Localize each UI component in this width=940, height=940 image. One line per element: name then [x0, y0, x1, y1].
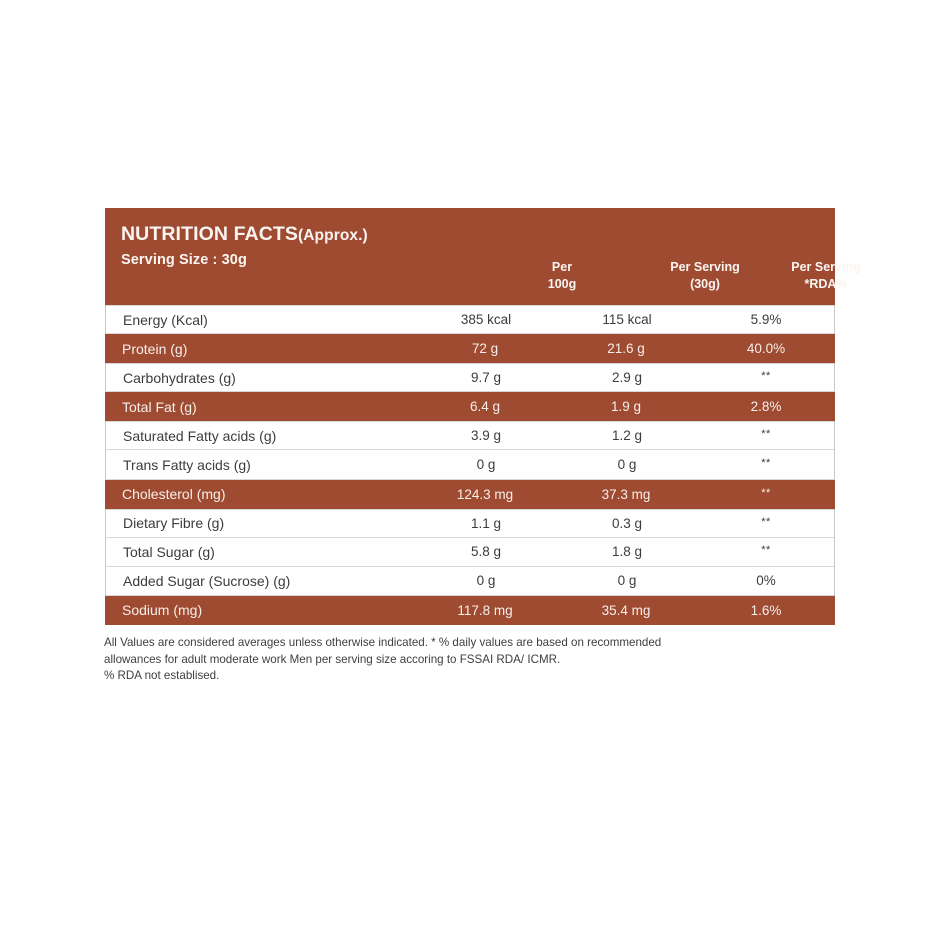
table-row [105, 480, 835, 509]
serving-size-label: Serving Size : 30g [121, 252, 247, 268]
value-rda: 1.6% [750, 602, 782, 618]
table-row [105, 305, 835, 334]
value-per-100g: 0 g [476, 457, 496, 473]
rda-not-established-marker: ** [761, 486, 771, 499]
value-per-serving: 0 g [617, 573, 637, 589]
value-per-100g: 5.8 g [470, 544, 502, 560]
value-per-serving: 37.3 mg [601, 486, 651, 502]
nutrient-label: Saturated Fatty acids (g) [123, 427, 277, 444]
rda-not-established-marker: ** [761, 457, 771, 470]
rda-not-established-marker: ** [761, 370, 771, 383]
value-rda: 2.8% [750, 399, 782, 415]
column-header-per-100g-line1: Per [551, 260, 573, 274]
value-per-serving: 1.8 g [611, 544, 643, 560]
table-row [105, 421, 835, 450]
column-header-per-serving-line1: Per Serving [670, 260, 740, 274]
table-row [105, 450, 835, 479]
value-per-serving: 1.9 g [610, 399, 642, 415]
table-row [105, 509, 835, 538]
nutrient-label: Total Fat (g) [122, 398, 197, 415]
value-rda: 0% [756, 573, 776, 589]
value-per-serving: 21.6 g [607, 341, 645, 357]
value-per-serving: 2.9 g [611, 370, 643, 386]
footnote-line-3: % RDA not establised. [104, 669, 220, 683]
footnote-line-1: All Values are considered averages unless otherwise indicated. * % daily values are based on recommended [104, 636, 662, 649]
value-per-100g: 1.1 g [470, 515, 502, 531]
nutrition-facts-header [105, 208, 861, 305]
footnote-line-2: allowances for adult moderate work Men per serving size accoring to FSSAI RDA/ ICMR. [104, 652, 561, 666]
value-per-100g: 0 g [476, 573, 496, 589]
nutrient-label: Trans Fatty acids (g) [123, 456, 251, 473]
value-rda [698, 516, 834, 531]
nutrient-label: Total Sugar (g) [123, 543, 215, 560]
value-per-serving: 0 g [617, 457, 637, 473]
rda-not-established-marker: ** [761, 544, 771, 557]
value-per-100g: 3.9 g [470, 428, 502, 444]
title-main-text: NUTRITION FACTS [121, 223, 298, 245]
table-row [105, 392, 835, 421]
nutrient-label: Sodium (mg) [122, 602, 203, 619]
rda-not-established-marker: ** [761, 428, 771, 441]
page-title [121, 223, 368, 246]
nutrient-label: Cholesterol (mg) [122, 486, 226, 503]
value-per-100g: 385 kcal [460, 312, 512, 328]
value-per-serving: 0.3 g [611, 515, 643, 531]
column-header-rda [676, 259, 940, 293]
value-per-serving: 1.2 g [611, 428, 643, 444]
nutrition-table [105, 305, 835, 625]
value-per-serving: 35.4 mg [601, 602, 651, 618]
title-approx-text: (Approx.) [298, 227, 368, 244]
table-row [105, 538, 835, 567]
nutrient-label: Protein (g) [122, 340, 188, 357]
value-per-100g: 124.3 mg [456, 486, 514, 502]
column-header-rda-line1: Per Serving [791, 260, 861, 274]
value-rda: 5.9% [750, 312, 782, 328]
value-per-100g: 6.4 g [469, 399, 501, 415]
table-row [105, 334, 835, 363]
column-header-per-serving-line2: (30g) [690, 277, 720, 291]
value-rda [698, 457, 834, 472]
column-header-per-100g-line2: 100g [547, 277, 577, 291]
nutrient-label: Carbohydrates (g) [123, 369, 236, 386]
value-rda [698, 428, 834, 443]
table-row [105, 596, 835, 625]
value-rda [698, 370, 834, 385]
nutrient-label: Dietary Fibre (g) [123, 515, 225, 532]
table-row [105, 363, 835, 392]
rda-not-established-marker: ** [761, 515, 771, 528]
column-header-rda-line2: *RDA% [804, 277, 848, 291]
value-per-100g: 117.8 mg [457, 602, 513, 618]
value-rda [698, 544, 834, 559]
nutrient-label: Added Sugar (Sucrose) (g) [123, 572, 291, 589]
table-row [105, 567, 835, 596]
nutrition-facts-panel [105, 208, 861, 625]
value-per-100g: 9.7 g [470, 370, 502, 386]
column-header-per-100g [487, 259, 637, 293]
footnote [104, 635, 804, 685]
value-rda: 40.0% [746, 341, 786, 357]
nutrient-label: Energy (Kcal) [123, 311, 208, 328]
value-per-serving: 115 kcal [602, 312, 652, 328]
value-rda [697, 487, 835, 502]
value-per-100g: 72 g [471, 341, 499, 357]
